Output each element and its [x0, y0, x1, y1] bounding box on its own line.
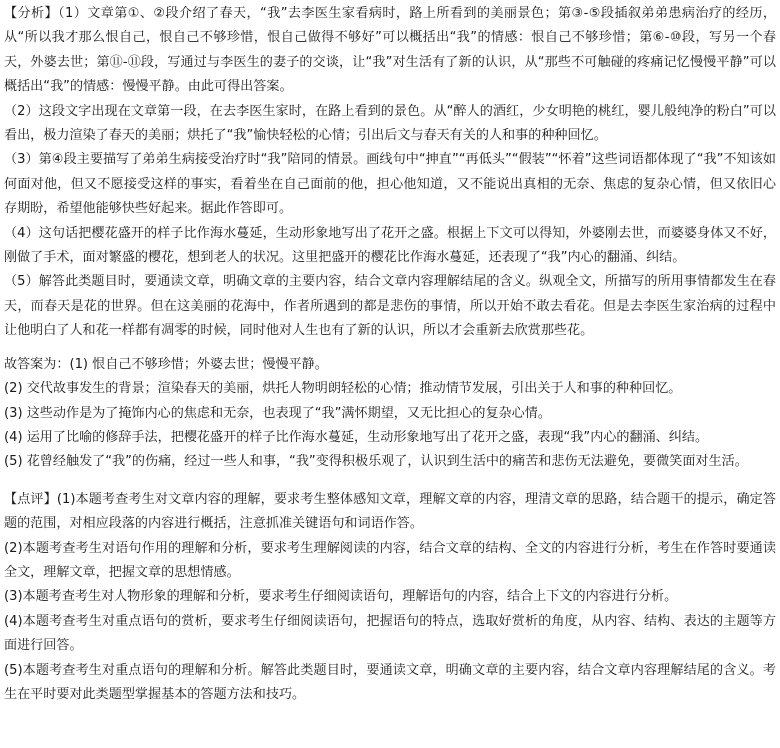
comment-paragraph-3: (3)本题考查考生对人物形象的理解和分析，要求考生仔细阅读语句，理解语句的内容，结合上下文的内容进行分析。	[4, 589, 678, 605]
analysis-section	[4, 2, 776, 344]
answer-line-2: (2) 交代故事发生的背景；渲染春天的美丽，烘托人物明朗轻松的心情；推动情节发展，引出关于人和事的种种回忆。	[4, 381, 682, 397]
answer-section	[4, 353, 776, 475]
answer-line-5: (5) 花曾经触发了“我”的伤痛，经过一些人和事，“我”变得积极乐观了，认识到生活中的痛苦和悲伤无法避免，要微笑面对生活。	[4, 454, 748, 470]
analysis-paragraph-2: （2）这段文字出现在文章第一段，在去李医生家时，在路上看到的景色。从“醉人的酒红，少女明艳的桃红，婴儿般纯净的粉白”可以看出，极力渲染了春天的美丽；烘托了“我”愉快轻松的心情；引出后文与春天有关的人和事的种种回忆。	[4, 103, 776, 144]
section-spacer	[4, 344, 776, 353]
answer-line-4: (4) 运用了比喻的修辞手法，把樱花盛开的样子比作海水蔓延，生动形象地写出了花开之盛，表现“我”内心的翻涌、纠结。	[4, 429, 709, 445]
analysis-paragraph-4: （4）这句话把樱花盛开的样子比作海水蔓延，生动形象地写出了花开之盛。根据上下文可以得知，外婆刚去世，而婆婆身体又不好，刚做了手术，面对繁盛的樱花，想到老人的状况。这里把盛开的樱花比作海水蔓延，还表现了“我”内心的翻涌、纠结。	[4, 225, 776, 266]
section-spacer	[4, 475, 776, 488]
comment-paragraph-1: 【点评】(1)本题考查考生对文章内容的理解，要求考生整体感知文章，理解文章的内容，理清文章的思路，结合题干的提示，确定答题的范围，对相应段落的内容进行概括，注意抓准关键语句和词语作答。	[4, 491, 776, 532]
comment-paragraph-2: (2)本题考查考生对语句作用的理解和分析，要求考生理解阅读的内容，结合文章的结构、全文的内容进行分析，考生在作答时要通读全文，理解文章，把握文章的思想情感。	[4, 540, 776, 580]
analysis-paragraph-3: （3）第④段主要描写了弟弟生病接受治疗时“我”陪同的情景。画线句中“抻直”“再低头”“假装”“怀着”这些词语都体现了“我”不知该如何面对他，但又不愿接受这样的事实，看着坐在自己面前的他，担心他知道，又不能说出真相的无奈、焦虑的复杂心情，但又依旧心存期盼，希望他能够快些好起来。据此作答即可。	[4, 152, 776, 217]
answer-line-1: 故答案为：(1) 恨自己不够珍惜；外婆去世；慢慢平静。	[4, 356, 328, 372]
analysis-paragraph-5: （5）解答此类题目时，要通读文章，明确文章的主要内容，结合文章内容理解结尾的含义。纵观全文，所描写的所用事情都发生在春天，而春天是花的世界。但在这美丽的花海中，作者所遇到的都是悲伤的事情，所以开始不敢去看花。但是去李医生家治病的过程中让他明白了人和花一样都有凋零的时候，同时他对人生也有了新的认识，所以才会重新去欣赏那些花。	[4, 274, 776, 339]
analysis-paragraph-1: 【分析】（1）文章第①、②段介绍了春天，“我”去李医生家看病时，路上所看到的美丽景色；第③-⑤段插叙弟弟患病治疗的经历，从“所以我才那么恨自己，恨自己不够珍惜，恨自己做得不够好”可以概括出“我”的情感：恨自己不够珍惜；第⑥-⑩段，写另一个春天，外婆去世；第⑪-⑪段，写通过与李医生的妻子的交谈，让“我”对生活有了新的认识，从“那些不可触碰的疼痛记忆慢慢平静”可以概括出“我”的情感：慢慢平静。由此可得出答案。	[4, 6, 776, 95]
answer-line-3: (3) 这些动作是为了掩饰内心的焦虑和无奈，也表现了“我”满怀期望，又无比担心的复杂心情。	[4, 405, 551, 421]
comment-paragraph-5: (5)本题考查考生对重点语句的理解和分析。解答此类题目时，要通读文章，明确文章的主要内容，结合文章内容理解结尾的含义。考生在平时要对此类题型掌握基本的答题方法和技巧。	[4, 662, 776, 702]
comment-paragraph-4: (4)本题考查考生对重点语句的赏析，要求考生仔细阅读语句，把握语句的特点，选取好赏析的角度，从内容、结构、表达的主题等方面进行回答。	[4, 613, 776, 654]
comment-section	[4, 488, 776, 708]
